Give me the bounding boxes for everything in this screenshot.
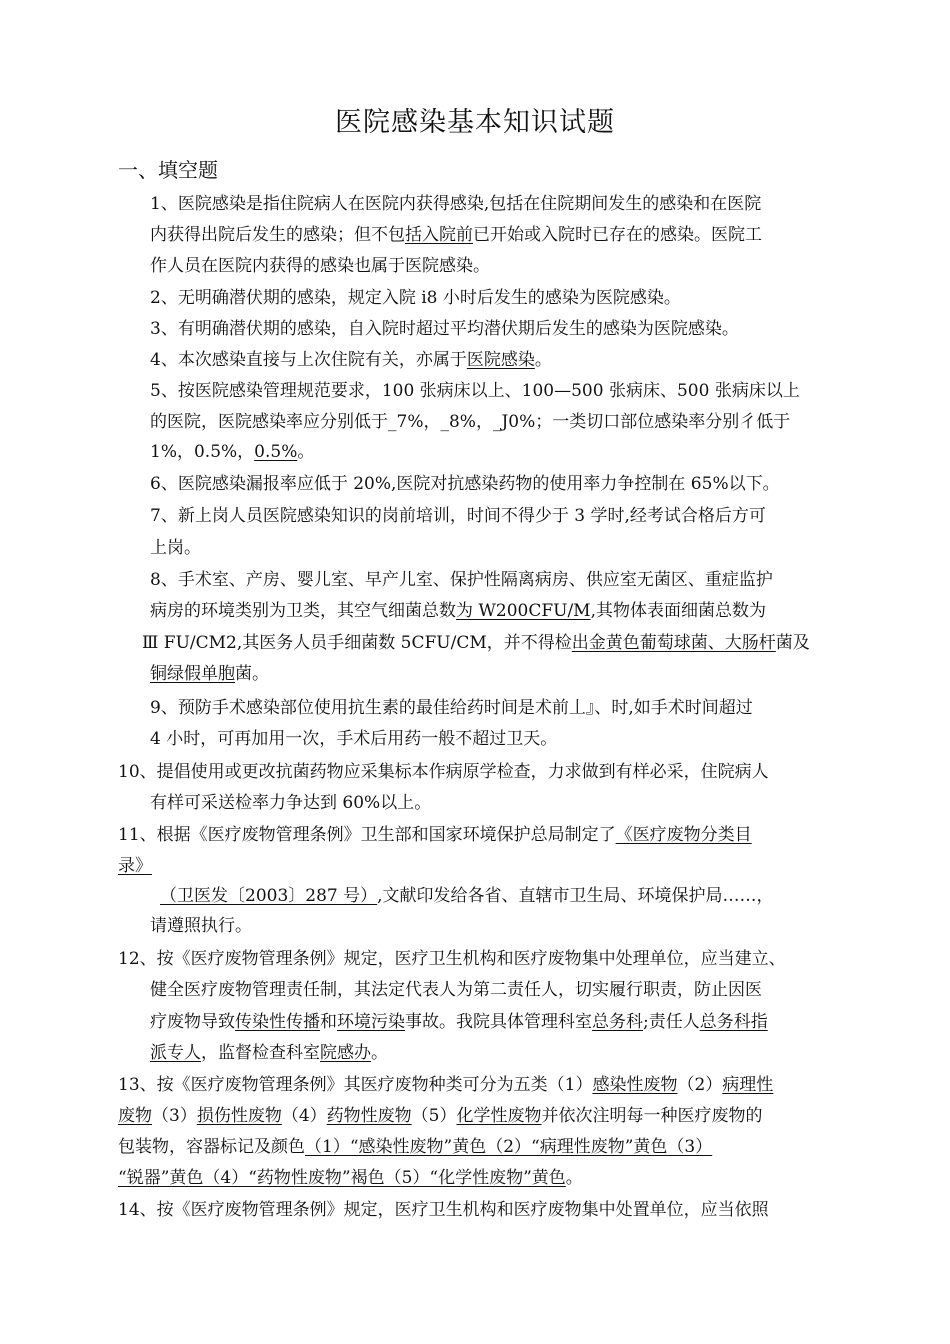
page-title: 医院感染基本知识试题	[335, 107, 615, 138]
q12-line-3: 疗废物导致传染性传播和环境污染事故。我院具体管理科室总务科;责任人总务科指	[150, 1012, 768, 1032]
q9-line-2: 4 小时，可再加用一次，手术后用药一般不超过卫天。	[150, 729, 558, 749]
q1-line-1: 1、医院感染是指住院病人在医院内获得感染,包括在住院期间发生的感染和在医院	[150, 194, 762, 214]
q5-line-2: 的医院，医院感染率应分别低于_7%，_8%，_J0%；一类切口部位感染率分别彳低于	[150, 412, 791, 432]
answer-blank: 损伤性废物	[196, 1106, 282, 1126]
answer-blank: 医院感染	[466, 350, 535, 370]
q1-line-2: 内获得出院后发生的感染；但不包括入院前已开始或入院时已存在的感染。医院工	[150, 225, 762, 245]
answer-blank: 出金黄色葡萄球菌、大肠杆	[571, 633, 776, 653]
q11-line-1: 11、根据《医疗废物管理条例》卫生部和国家环境保护总局制定了《医疗废物分类目	[118, 825, 752, 845]
answer-blank: “锐器”黄色（4）“药物性废物”褐色（5）“化学性废物”黄色	[118, 1168, 566, 1188]
q12-line-1: 12、按《医疗废物管理条例》规定，医疗卫生机构和医疗废物集中处理单位，应当建立、	[118, 949, 786, 969]
answer-blank: 化学性废物	[456, 1106, 542, 1126]
q5-line-3: 1%，0.5%，0.5%。	[150, 442, 315, 462]
answer-blank: 药物性废物	[326, 1106, 412, 1126]
answer-blank: 括入院前	[405, 225, 473, 245]
q11-line-3: （卫医发〔2003〕287 号）,文献印发给各省、直辖市卫生局、环境保护局……，	[160, 886, 774, 906]
answer-blank: 《医疗废物分类目	[615, 825, 752, 845]
q7-line-2: 上岗。	[150, 538, 201, 558]
q8-line-1: 8、手术室、产房、婴儿室、早产儿室、保护性隔离病房、供应室无菌区、重症监护	[150, 570, 773, 590]
answer-blank: 录》	[118, 856, 152, 876]
answer-blank: 派专人	[150, 1043, 201, 1063]
q13-line-4: “锐器”黄色（4）“药物性废物”褐色（5）“化学性废物”黄色。	[118, 1168, 583, 1188]
q7-line-1: 7、新上岗人员医院感染知识的岗前培训，时间不得少于 3 学时,经考试合格后方可	[150, 506, 766, 526]
answer-blank: 为 W200CFU/M	[456, 601, 591, 621]
q8-line-4: 铜绿假单胞菌。	[150, 664, 269, 684]
q10-line-2: 有样可采送检率力争达到 60%以上。	[150, 793, 432, 813]
q12-line-2: 健全医疗废物管理责任制，其法定代表人为第二责任人，切实履行职责，防止因医	[150, 980, 762, 1000]
answer-blank: 病理性	[722, 1075, 774, 1095]
q4-line-1: 4、本次感染直接与上次住院有关，亦属于医院感染。	[150, 350, 552, 370]
q13-line-2: 废物（3）损伤性废物（4）药物性废物（5）化学性废物并依次注明每一种医疗废物的	[118, 1106, 763, 1126]
q11-line-2	[118, 855, 152, 877]
q10-line-1: 10、提倡使用或更改抗菌药物应采集标本作病原学检查，力求做到有样必采，住院病人	[118, 762, 769, 782]
answer-blank: 感染性废物	[592, 1075, 678, 1095]
q14-line-1: 14、按《医疗废物管理条例》规定，医疗卫生机构和医疗废物集中处置单位，应当依照	[118, 1200, 769, 1220]
q12-line-4: 派专人，监督检查科室院感办。	[150, 1043, 388, 1063]
answer-blank: 总务科指	[699, 1012, 768, 1032]
q13-line-1: 13、按《医疗废物管理条例》其医疗废物种类可分为五类（1）感染性废物（2）病理性	[118, 1075, 774, 1095]
answer-blank: 总务科	[592, 1012, 643, 1032]
q13-line-3: 包装物，容器标记及颜色（1）“感染性废物”黄色（2）“病理性废物”黄色（3）	[118, 1137, 713, 1157]
q2-line-1: 2、无明确潜伏期的感染，规定入院 i8 小时后发生的感染为医院感染。	[150, 288, 681, 308]
q9-line-1: 9、预防手术感染部位使用抗生素的最佳给药时间是术前丄』、时,如手术时间超过	[150, 698, 753, 718]
answer-blank: 0.5%	[254, 442, 298, 462]
answer-blank: 废物	[118, 1106, 152, 1126]
answer-blank: 环境污染	[337, 1012, 405, 1032]
answer-blank: （1）“感染性废物”黄色（2）“病理性废物”黄色（3）	[305, 1137, 713, 1157]
q1-line-3: 作人员在医院内获得的感染也属于医院感染。	[150, 256, 490, 276]
section-heading: 一、填空题	[118, 158, 218, 182]
q5-line-1: 5、按医院感染管理规范要求，100 张病床以上、100—500 张病床、500 张病床以上	[150, 381, 800, 401]
q3-line-1: 3、有明确潜伏期的感染，自入院时超过平均潜伏期后发生的感染为医院感染。	[150, 319, 739, 339]
q8-line-2: 病房的环境类别为卫类，其空气细菌总数为 W200CFU/M,其物体表面细菌总数为	[150, 601, 766, 621]
answer-blank: 传染性传播	[235, 1012, 320, 1032]
q6-line-1: 6、医院感染漏报率应低于 20%,医院对抗感染药物的使用率力争控制在 65%以下。	[150, 474, 780, 494]
answer-blank: （卫医发〔2003〕287 号）	[160, 886, 378, 906]
q11-line-4: 请遵照执行。	[150, 916, 252, 936]
answer-blank: 院感办	[320, 1043, 371, 1063]
answer-blank: 铜绿假单胞	[150, 664, 235, 684]
q8-line-3: Ⅲ FU/CM2,其医务人员手细菌数 5CFU/CM，并不得检出金黄色葡萄球菌、大肠杆菌及	[142, 633, 810, 653]
